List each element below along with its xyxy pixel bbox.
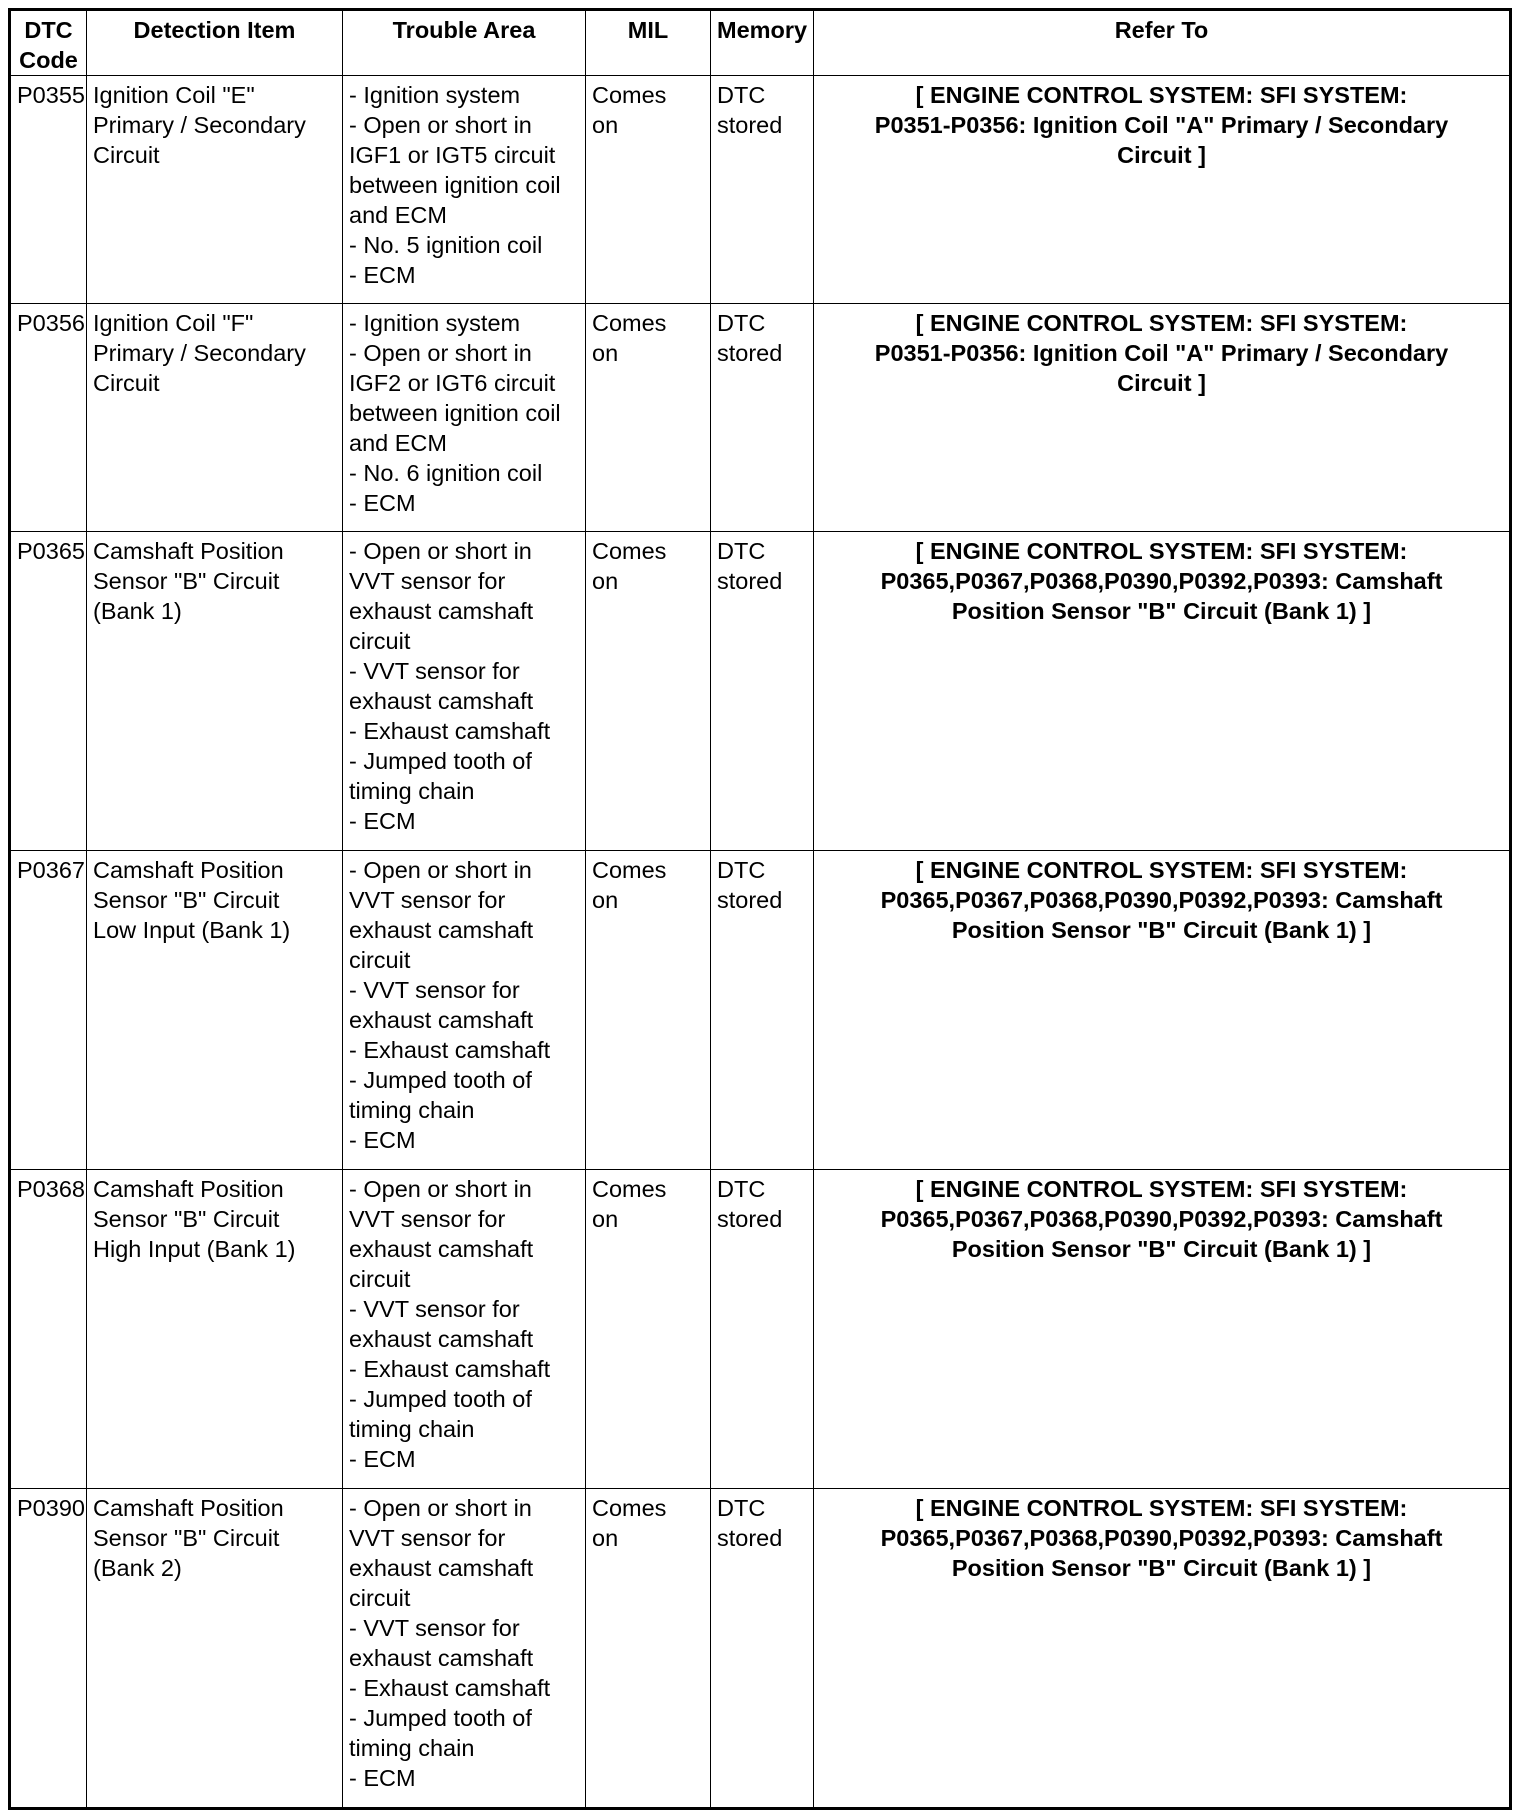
refer-to-cell xyxy=(814,76,1511,304)
detection-item-cell-line: Circuit xyxy=(93,142,160,168)
memory-cell xyxy=(711,1489,814,1809)
mil-cell-line: on xyxy=(592,1206,619,1232)
dtc-code-cell: P0390 xyxy=(10,1489,87,1809)
trouble-area-cell-line: - ECM xyxy=(349,1765,416,1791)
dtc-table xyxy=(8,8,1512,1810)
detection-item-cell-line: Circuit xyxy=(93,370,160,396)
dtc-code-cell: P0356 xyxy=(10,304,87,532)
detection-item-cell-line: Sensor "B" Circuit xyxy=(93,1525,280,1551)
mil-cell-line: Comes xyxy=(592,310,667,336)
trouble-area-cell xyxy=(343,532,586,851)
memory-cell-line: stored xyxy=(717,1206,783,1232)
refer-to-cell-line: Position Sensor "B" Circuit (Bank 1) ] xyxy=(951,1555,1372,1581)
detection-item-cell-line: Ignition Coil "E" xyxy=(93,82,255,108)
detection-item-cell-line: Primary / Secondary xyxy=(93,112,306,138)
memory-cell xyxy=(711,851,814,1170)
trouble-area-cell-line: VVT sensor for xyxy=(349,887,506,913)
detection-item-cell xyxy=(87,1170,343,1489)
refer-to-cell xyxy=(814,304,1511,532)
memory-cell-line: DTC xyxy=(717,310,766,336)
refer-to-cell-line: [ ENGINE CONTROL SYSTEM: SFI SYSTEM: xyxy=(915,538,1408,564)
trouble-area-cell-line: - Exhaust camshaft xyxy=(349,718,551,744)
refer-to-cell-line: [ ENGINE CONTROL SYSTEM: SFI SYSTEM: xyxy=(915,1176,1408,1202)
mil-cell xyxy=(586,1170,711,1489)
mil-cell-line: Comes xyxy=(592,1176,667,1202)
detection-item-cell-line: Camshaft Position xyxy=(93,1495,284,1521)
table-row xyxy=(10,76,1511,304)
trouble-area-cell-line: exhaust camshaft xyxy=(349,1236,534,1262)
trouble-area-cell-line: - Exhaust camshaft xyxy=(349,1037,551,1063)
refer-to-cell-line: P0351-P0356: Ignition Coil "A" Primary / Secondary xyxy=(874,340,1449,366)
trouble-area-cell-line: - Open or short in xyxy=(349,112,532,138)
trouble-area-cell xyxy=(343,76,586,304)
trouble-area-cell-line: - Jumped tooth of xyxy=(349,748,532,774)
refer-to-cell xyxy=(814,851,1511,1170)
memory-cell-line: stored xyxy=(717,887,783,913)
trouble-area-cell xyxy=(343,304,586,532)
detection-item-cell-line: (Bank 1) xyxy=(93,598,182,624)
trouble-area-cell-line: - ECM xyxy=(349,1127,416,1153)
trouble-area-cell-line: - ECM xyxy=(349,1446,416,1472)
mil-cell-line: on xyxy=(592,1525,619,1551)
trouble-area-cell-line: exhaust camshaft xyxy=(349,1645,534,1671)
trouble-area-cell-line: circuit xyxy=(349,628,411,654)
refer-to-cell xyxy=(814,1170,1511,1489)
detection-item-cell-line: Ignition Coil "F" xyxy=(93,310,254,336)
refer-to-cell-line: [ ENGINE CONTROL SYSTEM: SFI SYSTEM: xyxy=(915,1495,1408,1521)
trouble-area-cell-line: and ECM xyxy=(349,202,447,228)
trouble-area-cell-line: exhaust camshaft xyxy=(349,1007,534,1033)
mil-cell-line: Comes xyxy=(592,1495,667,1521)
header-detection-item: Detection Item xyxy=(87,10,343,76)
refer-to-cell-line: P0365,P0367,P0368,P0390,P0392,P0393: Camshaft xyxy=(880,887,1443,913)
memory-cell-line: DTC xyxy=(717,1176,766,1202)
header-dtc-code xyxy=(10,10,87,76)
memory-cell-line: DTC xyxy=(717,538,766,564)
table-row xyxy=(10,532,1511,851)
trouble-area-cell-line: timing chain xyxy=(349,1097,475,1123)
dtc-code-cell: P0365 xyxy=(10,532,87,851)
table-row xyxy=(10,851,1511,1170)
refer-to-cell-line: Position Sensor "B" Circuit (Bank 1) ] xyxy=(951,598,1372,624)
mil-cell xyxy=(586,1489,711,1809)
trouble-area-cell-line: IGF2 or IGT6 circuit xyxy=(349,370,556,396)
table-row xyxy=(10,1489,1511,1809)
refer-to-cell xyxy=(814,532,1511,851)
trouble-area-cell-line: - ECM xyxy=(349,490,416,516)
mil-cell-line: on xyxy=(592,340,619,366)
trouble-area-cell xyxy=(343,1170,586,1489)
detection-item-cell xyxy=(87,532,343,851)
mil-cell-line: on xyxy=(592,112,619,138)
header-memory: Memory xyxy=(711,10,814,76)
trouble-area-cell-line: VVT sensor for xyxy=(349,1525,506,1551)
refer-to-cell-line: P0351-P0356: Ignition Coil "A" Primary / Secondary xyxy=(874,112,1449,138)
trouble-area-cell-line: circuit xyxy=(349,1585,411,1611)
detection-item-cell-line: Camshaft Position xyxy=(93,538,284,564)
memory-cell-line: stored xyxy=(717,1525,783,1551)
refer-to-cell-line: P0365,P0367,P0368,P0390,P0392,P0393: Camshaft xyxy=(880,1206,1443,1232)
refer-to-cell-line: Position Sensor "B" Circuit (Bank 1) ] xyxy=(951,1236,1372,1262)
trouble-area-cell xyxy=(343,851,586,1170)
trouble-area-cell-line: - No. 5 ignition coil xyxy=(349,232,543,258)
refer-to-cell-line: Circuit ] xyxy=(1117,370,1206,396)
trouble-area-cell-line: exhaust camshaft xyxy=(349,1326,534,1352)
memory-cell xyxy=(711,304,814,532)
trouble-area-cell-line: timing chain xyxy=(349,778,475,804)
table-body xyxy=(10,76,1511,1809)
trouble-area-cell-line: - Ignition system xyxy=(349,82,521,108)
trouble-area-cell-line: - Open or short in xyxy=(349,1176,532,1202)
detection-item-cell xyxy=(87,1489,343,1809)
trouble-area-cell-line: - Open or short in xyxy=(349,538,532,564)
memory-cell-line: DTC xyxy=(717,857,766,883)
trouble-area-cell-line: VVT sensor for xyxy=(349,1206,506,1232)
refer-to-cell-line: [ ENGINE CONTROL SYSTEM: SFI SYSTEM: xyxy=(915,310,1408,336)
memory-cell xyxy=(711,76,814,304)
memory-cell-line: stored xyxy=(717,568,783,594)
mil-cell-line: on xyxy=(592,568,619,594)
mil-cell xyxy=(586,304,711,532)
table-row xyxy=(10,304,1511,532)
refer-to-cell-line: P0365,P0367,P0368,P0390,P0392,P0393: Camshaft xyxy=(880,1525,1443,1551)
trouble-area-cell-line: exhaust camshaft xyxy=(349,598,534,624)
trouble-area-cell-line: timing chain xyxy=(349,1416,475,1442)
trouble-area-cell-line: - VVT sensor for xyxy=(349,977,520,1003)
mil-cell xyxy=(586,532,711,851)
trouble-area-cell-line: - Exhaust camshaft xyxy=(349,1675,551,1701)
trouble-area-cell-line: - VVT sensor for xyxy=(349,1615,520,1641)
detection-item-cell-line: Sensor "B" Circuit xyxy=(93,568,280,594)
memory-cell xyxy=(711,532,814,851)
trouble-area-cell-line: - Open or short in xyxy=(349,340,532,366)
detection-item-cell xyxy=(87,76,343,304)
trouble-area-cell-line: - Jumped tooth of xyxy=(349,1067,532,1093)
refer-to-cell-line: P0365,P0367,P0368,P0390,P0392,P0393: Camshaft xyxy=(880,568,1443,594)
detection-item-cell-line: High Input (Bank 1) xyxy=(93,1236,296,1262)
mil-cell-line: Comes xyxy=(592,857,667,883)
dtc-code-cell: P0367 xyxy=(10,851,87,1170)
trouble-area-cell-line: - VVT sensor for xyxy=(349,1296,520,1322)
detection-item-cell xyxy=(87,304,343,532)
detection-item-cell-line: Primary / Secondary xyxy=(93,340,306,366)
trouble-area-cell-line: - Jumped tooth of xyxy=(349,1705,532,1731)
memory-cell-line: stored xyxy=(717,112,783,138)
trouble-area-cell-line: between ignition coil xyxy=(349,400,561,426)
header-dtc-code-line2: Code xyxy=(19,47,78,73)
trouble-area-cell-line: between ignition coil xyxy=(349,172,561,198)
trouble-area-cell-line: IGF1 or IGT5 circuit xyxy=(349,142,556,168)
detection-item-cell xyxy=(87,851,343,1170)
header-mil: MIL xyxy=(586,10,711,76)
trouble-area-cell xyxy=(343,1489,586,1809)
trouble-area-cell-line: VVT sensor for xyxy=(349,568,506,594)
trouble-area-cell-line: exhaust camshaft xyxy=(349,1555,534,1581)
memory-cell xyxy=(711,1170,814,1489)
trouble-area-cell-line: - Exhaust camshaft xyxy=(349,1356,551,1382)
refer-to-cell xyxy=(814,1489,1511,1809)
dtc-code-cell: P0355 xyxy=(10,76,87,304)
mil-cell-line: Comes xyxy=(592,82,667,108)
header-dtc-code-line1: DTC xyxy=(24,17,73,43)
header-refer-to: Refer To xyxy=(814,10,1511,76)
trouble-area-cell-line: - Open or short in xyxy=(349,857,532,883)
trouble-area-cell-line: - ECM xyxy=(349,262,416,288)
refer-to-cell-line: [ ENGINE CONTROL SYSTEM: SFI SYSTEM: xyxy=(915,857,1408,883)
trouble-area-cell-line: - No. 6 ignition coil xyxy=(349,460,543,486)
table-row xyxy=(10,1170,1511,1489)
detection-item-cell-line: Camshaft Position xyxy=(93,1176,284,1202)
trouble-area-cell-line: exhaust camshaft xyxy=(349,917,534,943)
table-header-row xyxy=(10,10,1511,76)
detection-item-cell-line: Camshaft Position xyxy=(93,857,284,883)
trouble-area-cell-line: - Open or short in xyxy=(349,1495,532,1521)
detection-item-cell-line: Low Input (Bank 1) xyxy=(93,917,291,943)
trouble-area-cell-line: - ECM xyxy=(349,808,416,834)
refer-to-cell-line: Circuit ] xyxy=(1117,142,1206,168)
mil-cell xyxy=(586,76,711,304)
dtc-code-cell: P0368 xyxy=(10,1170,87,1489)
trouble-area-cell-line: timing chain xyxy=(349,1735,475,1761)
memory-cell-line: DTC xyxy=(717,1495,766,1521)
trouble-area-cell-line: - VVT sensor for xyxy=(349,658,520,684)
header-trouble-area: Trouble Area xyxy=(343,10,586,76)
mil-cell-line: Comes xyxy=(592,538,667,564)
detection-item-cell-line: (Bank 2) xyxy=(93,1555,182,1581)
memory-cell-line: stored xyxy=(717,340,783,366)
mil-cell-line: on xyxy=(592,887,619,913)
memory-cell-line: DTC xyxy=(717,82,766,108)
trouble-area-cell-line: - Ignition system xyxy=(349,310,521,336)
refer-to-cell-line: Position Sensor "B" Circuit (Bank 1) ] xyxy=(951,917,1372,943)
trouble-area-cell-line: - Jumped tooth of xyxy=(349,1386,532,1412)
detection-item-cell-line: Sensor "B" Circuit xyxy=(93,1206,280,1232)
trouble-area-cell-line: and ECM xyxy=(349,430,447,456)
detection-item-cell-line: Sensor "B" Circuit xyxy=(93,887,280,913)
trouble-area-cell-line: circuit xyxy=(349,1266,411,1292)
mil-cell xyxy=(586,851,711,1170)
trouble-area-cell-line: circuit xyxy=(349,947,411,973)
trouble-area-cell-line: exhaust camshaft xyxy=(349,688,534,714)
refer-to-cell-line: [ ENGINE CONTROL SYSTEM: SFI SYSTEM: xyxy=(915,82,1408,108)
